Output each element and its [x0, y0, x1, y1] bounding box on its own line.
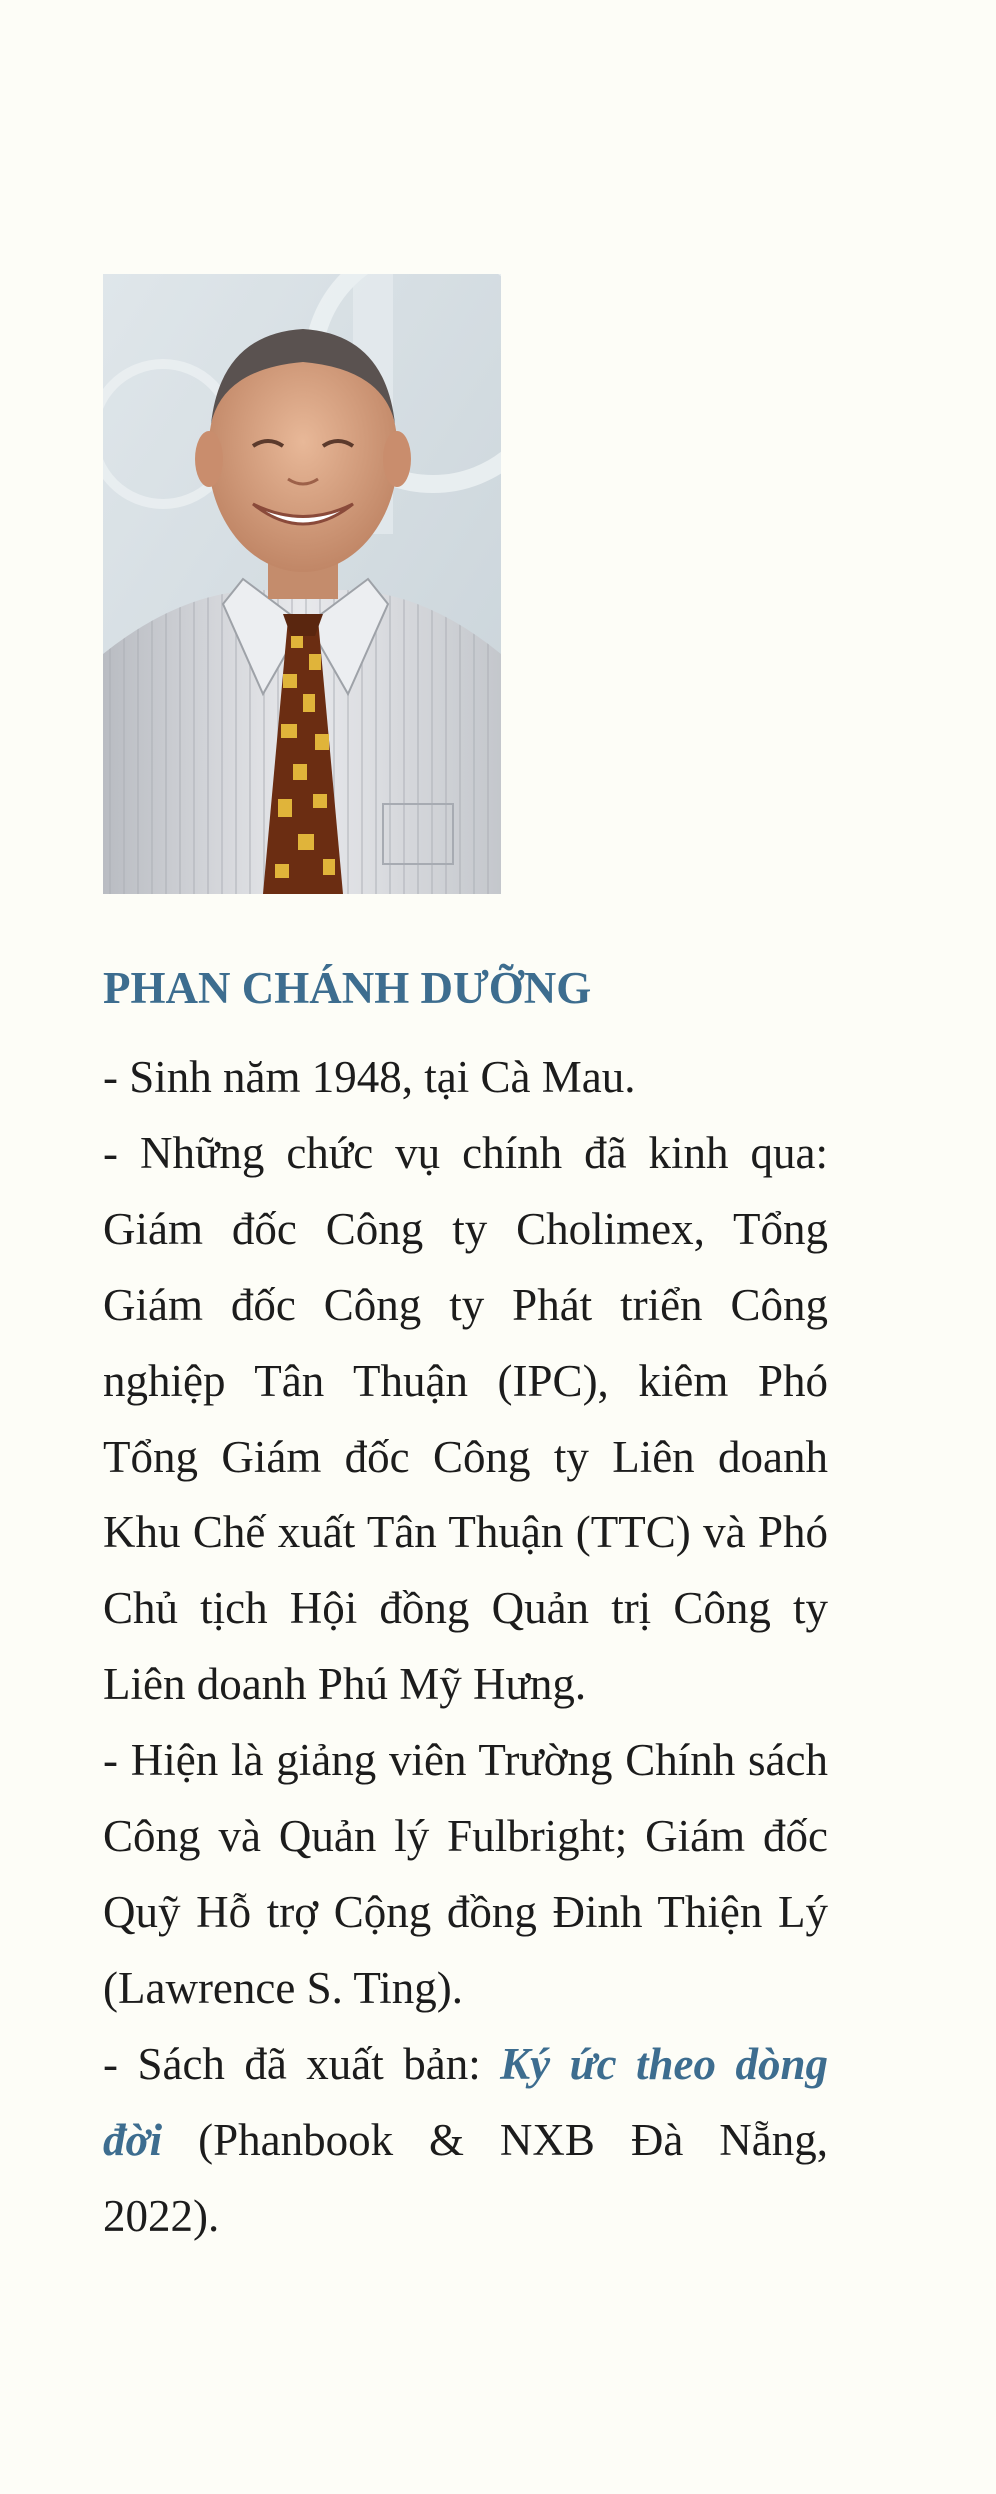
books-prefix: - Sách đã xuất bản:: [103, 2038, 501, 2089]
book-title: Ký ức theo dòng đời: [103, 2038, 828, 2165]
person-name: PHAN CHÁNH DƯỠNG: [103, 963, 592, 1013]
current-positions: - Hiện là giảng viên Trường Chính sách Công và Quản lý Fulbright; Giám đốc Quỹ Hỗ trợ Cộng đồng Đinh Thiện Lý (Lawrence S. Ting).: [103, 1735, 828, 2013]
biography: [103, 1040, 828, 2255]
published-books: [103, 2027, 828, 2255]
book-details: (Phanbook & NXB Đà Nẵng, 2022).: [103, 2114, 828, 2241]
career-history: - Những chức vụ chính đã kinh qua: Giám đốc Công ty Cholimex, Tổng Giám đốc Công ty Phát triển Công nghiệp Tân Thuận (IPC), kiêm Phó Tổng Giám đốc Công ty Liên doanh Khu Chế xuất Tân Thuận (TTC) và Phó Chủ tịch Hội đồng Quản trị Công ty Liên doanh Phú Mỹ Hưng.: [103, 1127, 828, 1710]
birth-info: - Sinh năm 1948, tại Cà Mau.: [103, 1052, 636, 1102]
portrait-photo: [103, 274, 501, 894]
